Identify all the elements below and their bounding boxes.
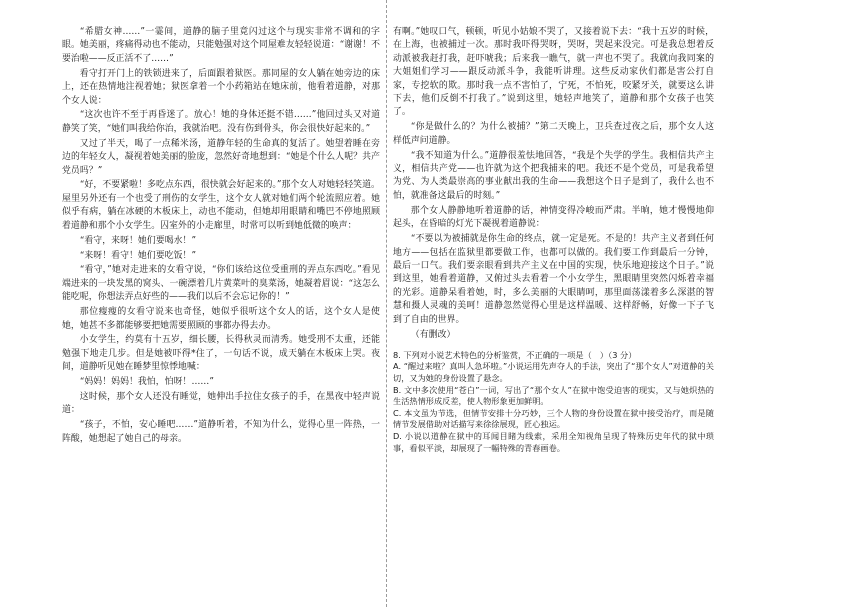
question-score: （3 分）	[608, 349, 637, 360]
passage-paragraph: 那位瘦瘦的女看守说来也奇怪，她似乎很听这个女人的话，这个女人是使她，她甚不多都能够要把她需要照顾的事都办得去办。	[62, 307, 380, 331]
passage-paragraph: “我不知道为什么。”道静很羞怯地回答，“我是个失学的学生。我相信共产主义，相信共产党——也许就为这个把我捕来的吧。我还不是个党员，可是我希望为党、为人类最崇高的事业献出我的生命——我想这个日子是到了，我什么也不怕，就准备这最后的时刻。”	[393, 150, 714, 201]
question-stem-text: 8. 下列对小说艺术特色的分析鉴赏，不正确的一项是	[393, 349, 584, 360]
option-d: D. 小说以道静在狱中的耳闻目睹为线索，采用全知视角呈现了特殊历史年代的狱中琐事，看似平淡，却展现了一幅特殊的青春画卷。	[393, 431, 714, 453]
passage-paragraph: “妈妈！妈妈！我怕，怕呀！……”	[79, 377, 214, 388]
source-note: （有删改）	[410, 329, 456, 340]
option-a: A. “醒过来啦？真叫人急坏啦。”小说运用先声夺人的手法，突出了“那个女人”对道静的关切，又为她的身份设置了悬念。	[393, 361, 714, 384]
option-c: C. 本文虽为节选，但情节安排十分巧妙，三个人物的身份设置在狱中接受治疗，而是随情节发展借助对话描写来徐徐展现，匠心独运。	[393, 407, 714, 430]
passage-paragraph: “孩子，不怕，安心睡吧……”道静听着，不知为什么，觉得心里一阵热，一阵酸，她想起了她自己的母亲。	[62, 420, 380, 444]
passage-paragraph: “你是做什么的？为什么被捕？”第二天晚上，卫兵查过夜之后，那个女人这样低声问道静。	[393, 122, 714, 146]
passage-paragraph: 又过了半天，喝了一点稀米汤，道静年轻的生命真的复活了。她望着睡在旁边的年轻女人，凝视着她美丽的脸庞，忽然好奇地想到：“她是个什么人呢？共产党员吗？”	[62, 138, 380, 176]
option-b: B. 文中多次使用“苍白”一词，写出了“那个女人”在狱中饱受迫害的现实，又与她炽热的生活热情形成反差，使人物形象更加鲜明。	[393, 384, 714, 407]
passage-paragraph: 小女学生，约莫有十五岁，细长腰，长得秋灵而清秀。她受刑不太重，还能勉强下地走几步。但是她被吓得*住了，一句话不说，成天躺在木板床上哭。夜间，道静听见她在睡梦里惊悸地喊：	[62, 335, 380, 373]
answer-blank: （ ）	[583, 349, 609, 360]
column-divider	[386, 0, 387, 607]
passage-paragraph: “好，不要紧啦！多吃点东西，很快就会好起来的。”那个女人对她轻轻笑道。屋里另外还有一个也受了刑伤的女学生，这个女人就对她们两个轮流照应着。她似乎有病，躺在冰硬的木板床上，动也不能动，但她却用眼睛和嘴巴不停地照顾着道静和那个小女学生。囚室外的小走廊里，时常可以听到她低微的唤声：	[62, 180, 380, 231]
question-stem	[393, 350, 714, 362]
passage-paragraph: “这次也许不至于再昏迷了。放心！她的身体还挺不错……”他回过头又对道静笑了笑，“她们叫我给你治，我就治吧。没有伤到骨头，你会很快好起来的。”	[62, 110, 380, 134]
passage-paragraph: “希腊女神……”一霎间，道静的脑子里竟闪过这个与现实非常不调和的字眼。她美丽，疼痛得动也不能动，只能勉强对这个同屋难友轻轻说道：“谢谢！不要治啦——反正活不了……”	[62, 27, 380, 64]
left-column	[62, 26, 380, 599]
passage-paragraph: 那个女人静静地听着道静的话，神情变得冷峻而严肃。半晌，她才慢慢地仰起头，在昏暗的灯光下凝视着道静说：	[393, 205, 714, 230]
passage-paragraph: 这时候，那个女人还没有睡觉，她伸出手拉住女孩子的手，在黑夜中轻声说道：	[62, 392, 380, 416]
passage-paragraph: 看守打开门上的铁锁进来了，后面跟着狱医。那同屋的女人躺在她旁边的床上，还在热情地注视着她；狱医拿着一个小药箱站在她床前，他看着道静，对那个女人说：	[62, 68, 380, 106]
passage-paragraph: “看守，来呀！她们要喝水！”	[79, 235, 197, 246]
passage-paragraph: “不要以为被捕就是你生命的终点，就一定是死。不是的！共产主义者到任何地方——包括在监狱里都要做工作，也都可以做的。我们要工作到最后一分钟，最后一口气。我们要亲眼看到共产主义在中国的实现，快乐地迎接这个日子。”说到这里，她看着道静，又俯过头去看着一个小女学生，黑眼睛里突然闪烁着幸福的光彩。道静呆看着她，时，多么美丽的大眼睛呵，那里面荡漾着多么深湛的智慧和摄人灵魂的美呵！道静忽然觉得心里是这样温暖、这样舒畅，好像一下子飞到了自由的世界。	[393, 234, 714, 325]
passage-paragraph: “看守，”她对走进来的女看守说，“你们该给这位受重刑的弄点东西吃。”看见端进来的一块发黑的窝头、一碗漂着几片黄菜叶的臭菜汤，她凝着眉说：“这怎么能吃呢，你想法弄点好些的——我们以后不会忘记你的！”	[62, 265, 380, 303]
passage-paragraph: “来呀！看守！她们要吃饭！”	[79, 250, 197, 261]
passage-paragraph: 有啊。”她叹口气，顿顿，听见小姑娘不哭了，又接着说下去：“我十五岁的时候，在上海，也被捕过一次。那时我吓得哭呀，哭呀，哭起来没完。可是我总想着反动派被我赶打我，赶吓唬我；后来我一瞧气，就一声也不哭了。我就向我同案的大姐姐们学习——跟反动派斗争，我能听讲理。这些反动家伙们都是害公打自家，专挖软的欺。那时我一点不害怕了，宁死，不怕死，咬紧牙关，就要这么讲下去，他们反倒不打我了。”说到这里，她轻声地笑了，道静和那个女孩子也笑了。	[393, 27, 714, 118]
right-column	[393, 26, 714, 599]
